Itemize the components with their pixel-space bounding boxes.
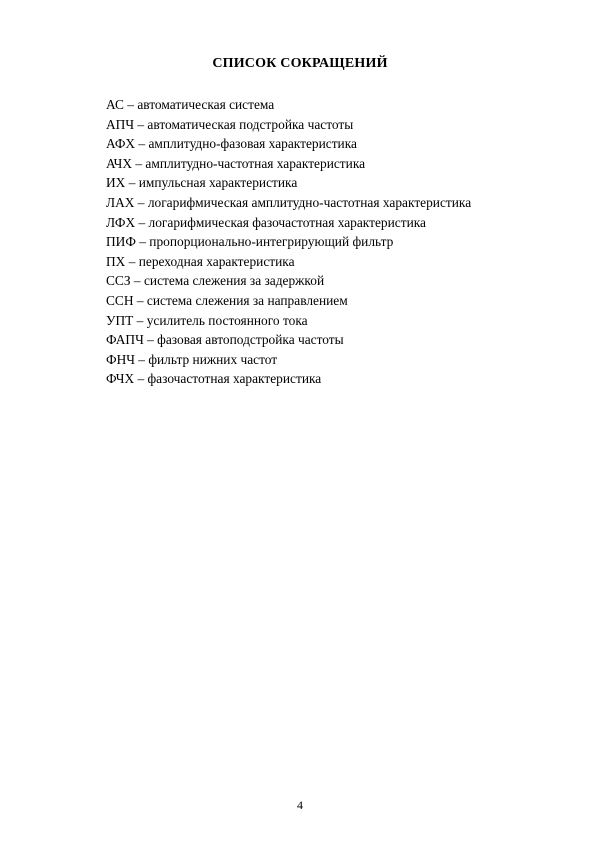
list-item: ФНЧ – фильтр нижних частот <box>106 351 278 367</box>
list-item: АФХ – амплитудно-фазовая характеристика <box>106 136 357 152</box>
list-item: АПЧ – автоматическая подстройка частоты <box>106 116 354 132</box>
list-item: ИХ – импульсная характеристика <box>106 175 298 191</box>
list-item: ПХ – переходная характеристика <box>106 253 295 269</box>
list-item: ЛАХ – логарифмическая амплитудно-частотная характеристика <box>106 194 472 210</box>
list-item: ФАПЧ – фазовая автоподстройка частоты <box>106 332 344 348</box>
abbreviation-list <box>106 95 471 389</box>
list-item: АС – автоматическая система <box>106 97 275 112</box>
list-item: УПТ – усилитель постоянного тока <box>106 312 308 328</box>
list-item: ССН – система слежения за направлением <box>106 292 348 308</box>
list-item: ФЧХ – фазочастотная характеристика <box>106 371 322 387</box>
page-number: 4 <box>297 798 303 812</box>
page-title: СПИСОК СОКРАЩЕНИЙ <box>212 56 388 71</box>
list-item: АЧХ – амплитудно-частотная характеристика <box>106 155 366 171</box>
list-item: ЛФХ – логарифмическая фазочастотная характеристика <box>106 214 427 230</box>
list-item: ПИФ – пропорционально-интегрирующий фильтр <box>106 234 394 250</box>
list-item: ССЗ – система слежения за задержкой <box>106 273 325 289</box>
